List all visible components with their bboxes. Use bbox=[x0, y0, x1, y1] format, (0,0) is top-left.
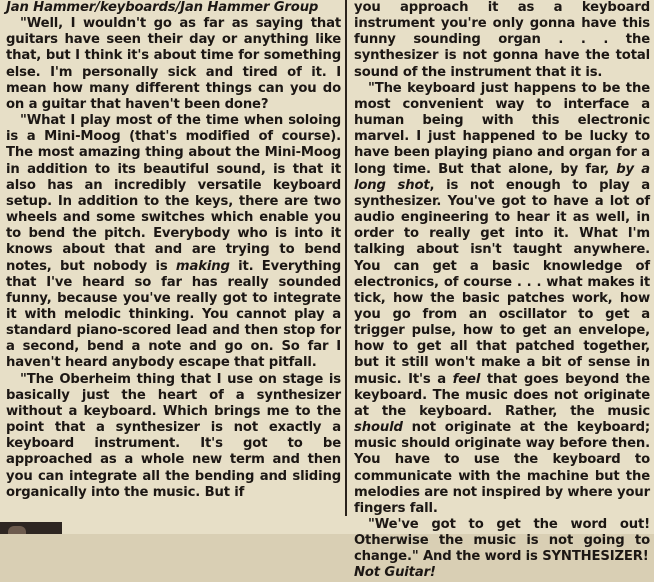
article-right-column bbox=[354, 0, 650, 582]
paragraph-text: it. Everything that I've heard so far has really sounded funny, because you've really got to integrate it with melodic thinking. You cannot play a standard piano-scored lead and then stop for a second, bend a note and go on. So far I haven't heard anybody escape that pitfall. bbox=[6, 258, 341, 371]
column-divider bbox=[345, 0, 347, 516]
emphasis-should: should bbox=[354, 420, 403, 436]
paragraph-text: "What I play most of the time when soloing is a Mini-Moog (that's modified of course). The most amazing thing about the Mini-Moog in addition to its beautiful sound, is that it also has an incredibly versatile keyboard setup. In addition to the keys, there are two wheels and some switches which enable you to bend the pitch. Everybody who is into it knows about that and are trying to bend notes, but nobody is bbox=[6, 113, 341, 274]
paragraph-guitars: "Well, I wouldn't go as far as saying that guitars have seen their day or anything like that, but I think it's about time for something else. I'm personally sick and tired of it. I mean how many different things can you do on a guitar that haven't been done? bbox=[6, 16, 341, 112]
paragraph-text: "We've got to get the word out! Otherwise the music is not going to change." And the word is SYNTHESIZER! bbox=[354, 517, 650, 565]
emphasis-long-shot: by a long shot bbox=[354, 161, 650, 193]
article-byline: Jan Hammer/keyboards/Jan Hammer Group bbox=[6, 0, 319, 15]
emphasis-feel: feel bbox=[452, 371, 481, 387]
photo-fragment-highlight bbox=[8, 526, 26, 534]
paragraph-text: not originate at the keyboard; music should originate way before then. You have to use the keyboard to communicate with the machine but the melodies are not inspired by where your fingers fall. bbox=[354, 420, 650, 516]
paragraph-continued: you approach it as a keyboard instrument you're only gonna have this funny sounding organ . . . the synthesizer is not gonna have the total sound of the instrument that it is. bbox=[354, 0, 650, 80]
article-left-column bbox=[6, 0, 341, 501]
emphasis-making: making bbox=[175, 258, 230, 274]
paragraph-text: , is not enough to play a synthesizer. You've got to have a lot of audio engineering to hear it as well, in order to really get into it. What I'm talking about isn't taught anywhere. You can get a basic knowledge of electronics, of course . . . what makes it tick, how the basic patches work, how you go from an oscillator to get a trigger pulse, how to get an envelope, how to get all that patched together, but it still won't make a bit of sense in music. It's a bbox=[354, 177, 650, 387]
paragraph-mini-moog bbox=[6, 113, 341, 372]
emphasis-not-guitar: Not Guitar! bbox=[354, 565, 436, 581]
paragraph-conclusion bbox=[354, 517, 650, 582]
paragraph-oberheim: "The Oberheim thing that I use on stage is basically just the heart of a synthesizer without a keyboard. Which brings me to the point that a synthesizer is not exactly a keyboard instrument. It's got to be approached as a whole new term and then you can integrate all the bending and sliding organically into the music. But if bbox=[6, 371, 341, 500]
paragraph-text: "The keyboard just happens to be the most convenient way to interface a human being with this electronic marvel. I just happened to be lucky to have been playing piano and organ for a long time. But that alone, by far, bbox=[354, 80, 650, 177]
paragraph-text: that goes beyond the keyboard. The music does not originate at the keyboard. Rather, the music bbox=[354, 371, 650, 419]
paragraph-keyboard-interface bbox=[354, 81, 650, 517]
